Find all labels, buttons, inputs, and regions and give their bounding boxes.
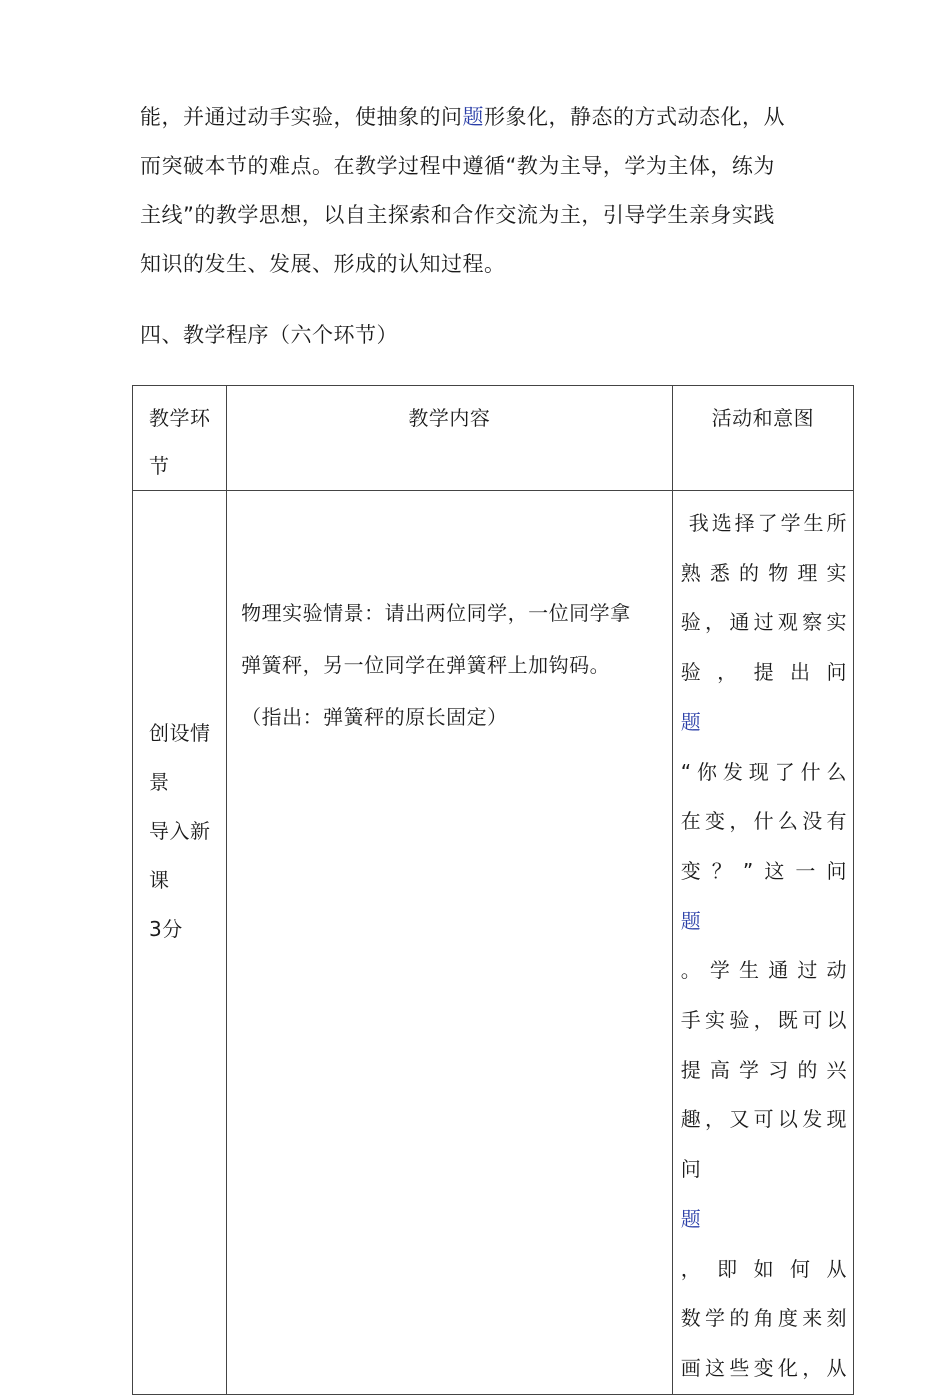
intent-line: 题 。学生通过动 xyxy=(680,908,847,983)
header-stage: 教学环 节 xyxy=(133,386,227,491)
intent-line: 熟悉的物理实 xyxy=(680,560,847,585)
intent-line: 提高学习的兴 xyxy=(680,1057,847,1082)
content-cell: 物理实验情景：请出两位同学，一位同学拿 弹簧秤，另一位同学在弹簧秤上加钩码。 （指出：弹簧秤的原长固定） xyxy=(227,491,673,1395)
intent-line: 问 题 ，即如何从 xyxy=(680,1157,847,1281)
intent-cell xyxy=(672,491,853,1395)
intent-line: 我选择了学生所 xyxy=(688,511,847,535)
paragraph-line: 而突破本节的难点。在教学过程中遵循“教为主导，学为主体，练为 xyxy=(140,154,775,178)
header-content: 教学内容 xyxy=(227,386,673,491)
intent-line: 验，通过观察实 xyxy=(680,610,847,635)
paragraph-line: 知识的发生、发展、形成的认知过程。 xyxy=(140,252,506,276)
paragraph-line: 能，并通过动手实验，使抽象的问题形象化，静态的方式动态化，从 xyxy=(140,105,785,129)
table-header-row xyxy=(133,386,854,491)
intent-line: “你发现了什么 xyxy=(680,759,847,784)
intent-line: 手实验，既可以 xyxy=(680,1008,847,1033)
intent-line: 在变，什么没有 xyxy=(680,809,847,834)
intent-line: 验，提出问 题 xyxy=(680,660,847,734)
intent-line: 画这些变化，从 xyxy=(680,1355,847,1380)
intent-line: 趣，又可以发现 xyxy=(680,1107,847,1132)
intro-paragraph xyxy=(140,93,820,289)
teaching-program-table xyxy=(132,385,854,1395)
intent-line: 数学的角度来刻 xyxy=(680,1306,847,1331)
header-intent: 活动和意图 xyxy=(672,386,853,491)
stage-cell: 创设情 景 导入新 课 3分 xyxy=(133,491,227,1395)
table-row xyxy=(133,491,854,1395)
intent-line: 变？”这一问 xyxy=(680,858,847,883)
section-heading: 四、教学程序（六个环节） xyxy=(140,323,398,347)
paragraph-line: 主线”的教学思想，以自主探索和合作交流为主，引导学生亲身实践 xyxy=(140,203,775,227)
